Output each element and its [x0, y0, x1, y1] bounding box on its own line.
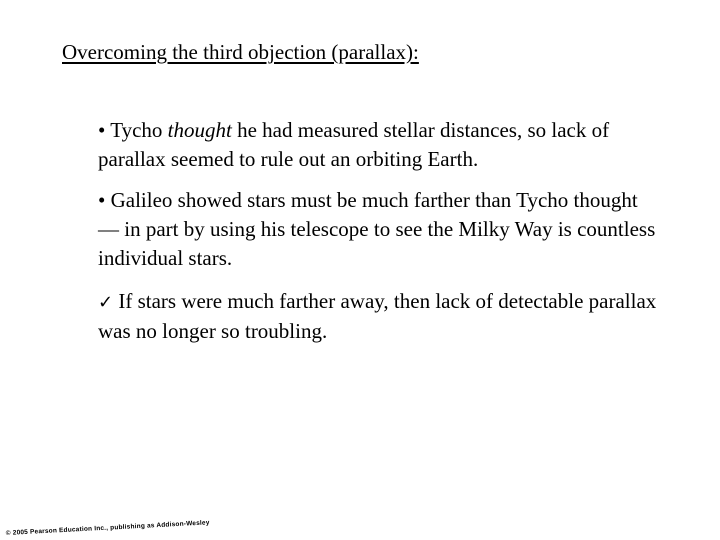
bullet-text: Galileo showed stars must be much farther than Tycho thought — in part by using his telescope to see the Milky Way is countless individual stars.	[98, 188, 656, 270]
bullet-marker: •	[98, 188, 106, 212]
bullet-marker: •	[98, 118, 106, 142]
bullet-emphasis: thought	[167, 118, 232, 142]
checkmark-icon: ✓	[98, 292, 114, 313]
bullet-galileo	[98, 186, 658, 273]
copyright-footer: © 2005 Pearson Education Inc., publishing as Addison-Wesley	[5, 519, 210, 537]
bullet-text: If stars were much farther away, then lack of detectable parallax was no longer so troubling.	[98, 289, 657, 343]
bullet-text-end: he had measured stellar distances, so lack of parallax seemed to rule out an orbiting Earth.	[98, 118, 610, 171]
bullet-text-start: Tycho	[105, 118, 168, 142]
bullet-tycho	[98, 116, 658, 174]
bullet-conclusion	[98, 287, 658, 346]
slide-title: Overcoming the third objection (parallax):	[62, 40, 419, 64]
